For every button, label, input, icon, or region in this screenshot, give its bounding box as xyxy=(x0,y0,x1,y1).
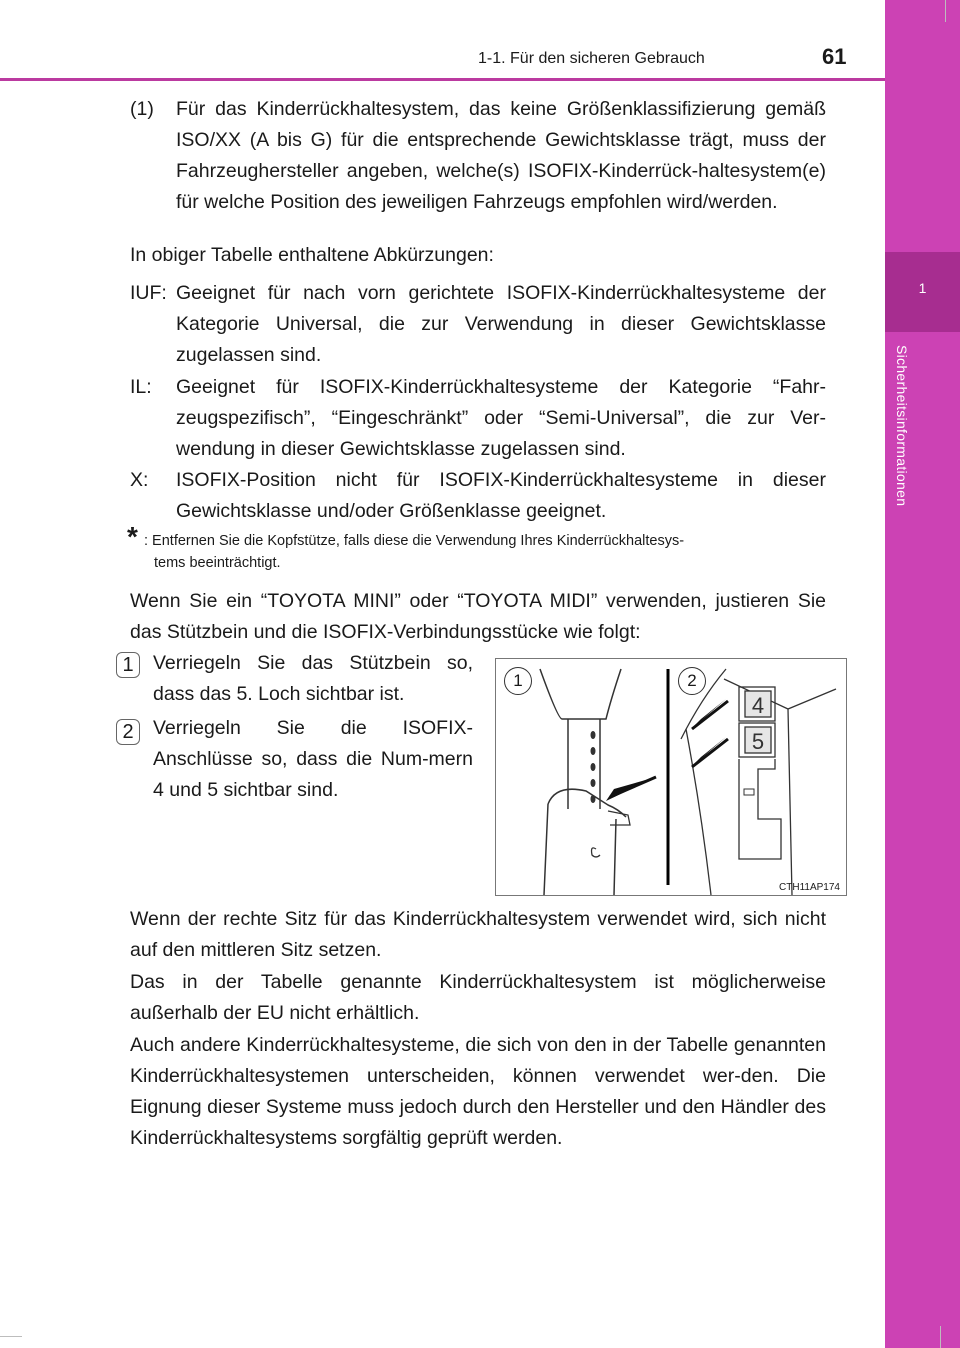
connector-number-5: 5 xyxy=(751,729,765,754)
crop-mark xyxy=(0,1336,22,1337)
footnote-line-1: : Entfernen Sie die Kopfstütze, falls diese die Verwendung Ihres Kinderrückhaltesys- xyxy=(144,533,685,549)
crop-mark xyxy=(940,1326,941,1348)
step-number: 2 xyxy=(116,719,140,745)
step-2-text: Verriegeln Sie die ISOFIX-Anschlüsse so, dass die Num-mern 4 und 5 sichtbar sind. xyxy=(153,717,473,801)
connector-number-4: 4 xyxy=(751,693,765,718)
header-section-title: 1-1. Für den sicheren Gebrauch xyxy=(478,50,705,67)
abbreviation-intro: In obiger Tabelle enthaltene Abkürzungen: xyxy=(130,244,494,266)
abbreviation-label: IL: xyxy=(130,376,152,398)
side-tab-number: 1 xyxy=(918,280,927,296)
isofix-illustration xyxy=(496,659,846,895)
footnote-marker: * xyxy=(127,521,138,552)
side-tab-label: Sicherheitsinformationen xyxy=(894,345,910,507)
side-tab xyxy=(885,0,960,1348)
abbreviation-text: Geeignet für ISOFIX-Kinderrückhaltesysteme der Kategorie “Fahr-zeugspezifisch”, “Eingeschränkt” oder “Semi-Universal”, die zur Ver-wendung in dieser Gewichtsklasse zugelassen sind. xyxy=(176,376,826,460)
figure-code: CTH11AP174 xyxy=(779,882,840,893)
header-rule xyxy=(0,78,885,81)
abbreviation-label: X: xyxy=(130,469,149,491)
abbreviation-text: Geeignet für nach vorn gerichtete ISOFIX-Kinderrückhaltesysteme der Kategorie Universal, die zur Verwendung in dieser Gewichtsklasse zugelassen sind. xyxy=(176,282,826,366)
page-number: 61 xyxy=(822,44,847,69)
abbreviation-label: IUF: xyxy=(130,282,167,304)
note-1 xyxy=(130,94,826,252)
note-1-text: Für das Kinderrückhaltesystem, das keine Größenklassifizierung gemäß ISO/XX (A bis G) für die entsprechende Gewichtsklasse trägt, muss der Fahrzeughersteller angeben, welche(s) ISOFIX-Kinderrück-haltesystem(e) für welche Position des jeweiligen Fahrzeugs empfohlen wird/werden. xyxy=(176,98,826,213)
figure-label-2: 2 xyxy=(678,667,706,695)
crop-mark xyxy=(945,0,946,22)
abbreviation-text: ISOFIX-Position nicht für ISOFIX-Kinderrückhaltesysteme in dieser Gewichtsklasse und/oder Größenklasse geeignet. xyxy=(176,469,826,522)
paragraph-other-systems: Auch andere Kinderrückhaltesysteme, die sich von den in der Tabelle genannten Kinderrückhaltesystemen unterscheiden, können verwendet wer-den. Die Eignung dieser Systeme muss jedoch durch den Hersteller und den Händler des Kinderrückhaltesystems sorgfältig geprüft werden. xyxy=(130,1034,826,1149)
step-number: 1 xyxy=(116,652,140,678)
note-1-label: (1) xyxy=(130,98,154,120)
paragraph-availability: Das in der Tabelle genannte Kinderrückhaltesystem ist möglicherweise außerhalb der EU nicht erhältlich. xyxy=(130,971,826,1024)
footnote-line-2: tems beeinträchtigt. xyxy=(154,555,281,571)
step-1-text: Verriegeln Sie das Stützbein so, dass das 5. Loch sichtbar ist. xyxy=(153,652,473,705)
paragraph-right-seat: Wenn der rechte Sitz für das Kinderrückhaltesystem verwendet wird, sich nicht auf den mittleren Sitz setzen. xyxy=(130,908,826,961)
figure-label-1: 1 xyxy=(504,667,532,695)
isofix-figure xyxy=(495,658,847,896)
toyota-intro: Wenn Sie ein “TOYOTA MINI” oder “TOYOTA MIDI” verwenden, justieren Sie das Stützbein und die ISOFIX-Verbindungsstücke wie folgt: xyxy=(130,590,826,643)
